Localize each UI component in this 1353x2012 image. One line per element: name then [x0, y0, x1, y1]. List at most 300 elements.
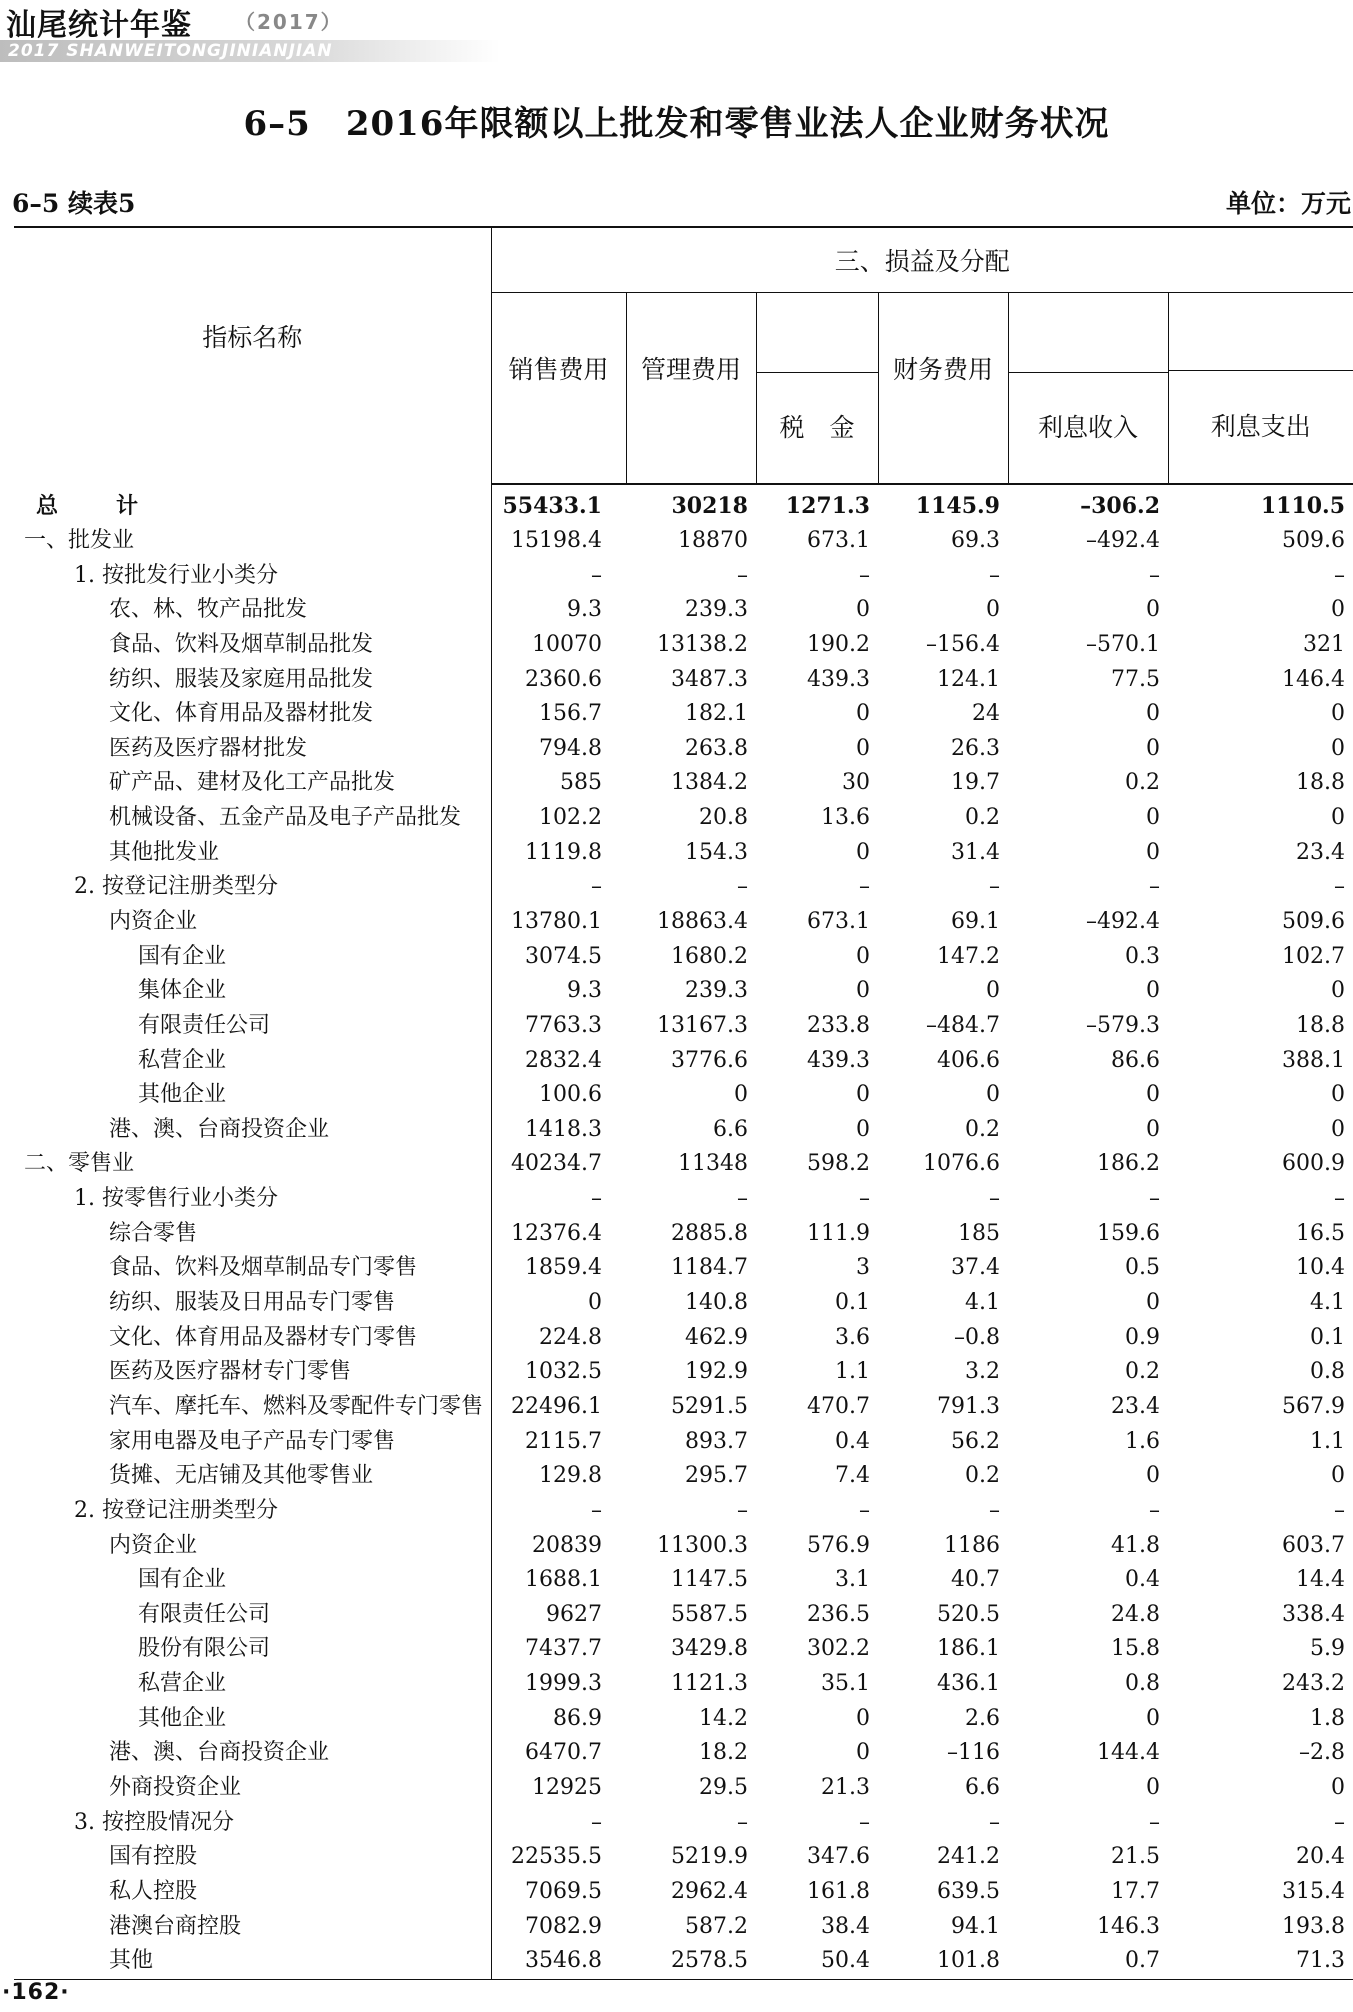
cell-value: 0: [1146, 978, 1160, 1004]
cell-value: 1184.7: [671, 1255, 748, 1281]
cell-value: 0: [856, 978, 870, 1004]
cell-value: 1119.8: [491, 835, 626, 870]
row-name: 食品、饮料及烟草制品批发: [109, 631, 374, 657]
cell-value: –: [859, 1497, 870, 1523]
table-row: [14, 1355, 1353, 1390]
cell-value: –: [491, 558, 626, 593]
cell-value: 86.6: [1111, 1047, 1160, 1073]
row-name: 内资企业: [109, 909, 198, 934]
cell-value: 22496.1: [491, 1390, 626, 1425]
cell-value: 0.4: [1125, 1567, 1160, 1593]
cell-value: 233.8: [807, 1012, 870, 1038]
cell-value: 0: [1146, 839, 1160, 865]
cell-value: 18863.4: [657, 909, 748, 934]
cell-value: 0: [986, 978, 1000, 1004]
cell-value: 24.8: [1111, 1601, 1160, 1627]
cell-value: 18.8: [1296, 1012, 1346, 1038]
row-name: 1. 按批发行业小类分: [74, 562, 278, 588]
cell-value: 1271.3: [785, 493, 870, 520]
row-name: 私营企业: [138, 1671, 227, 1697]
cell-value: 2832.4: [491, 1043, 626, 1078]
table-row: [14, 1805, 1353, 1840]
cell-value: 1859.4: [491, 1251, 626, 1286]
cell-value: 161.8: [807, 1878, 870, 1904]
row-name: 外商投资企业: [109, 1775, 242, 1801]
row-name: 其他: [14, 1944, 491, 1979]
table-row: [14, 1320, 1353, 1355]
row-name: 有限责任公司: [138, 1012, 271, 1038]
cell-value: 15.8: [1111, 1636, 1160, 1662]
cell-value: 182.1: [685, 701, 748, 727]
table-row: [14, 939, 1353, 974]
cell-value: 20.8: [699, 805, 748, 831]
cell-value: –: [491, 1182, 626, 1217]
cell-value: 20.4: [1296, 1844, 1346, 1870]
table-row: [14, 558, 1353, 593]
table-row: [14, 662, 1353, 697]
financial-table: [14, 226, 1353, 1980]
table-row: [14, 1701, 1353, 1736]
table-row: [14, 1909, 1353, 1944]
cell-value: 3776.6: [671, 1047, 748, 1073]
row-name: 纺织、服装及家庭用品批发: [109, 666, 374, 692]
column-header-label: 利息支出: [1169, 370, 1353, 483]
cell-value: 30218: [671, 493, 748, 520]
row-name: 其他批发业: [109, 839, 220, 865]
cell-value: 791.3: [937, 1393, 1000, 1419]
cell-value: 100.6: [491, 1078, 626, 1113]
cell-value: 893.7: [685, 1428, 748, 1454]
cell-value: 18870: [678, 527, 748, 553]
cell-value: 598.2: [807, 1151, 870, 1177]
row-name: 国有控股: [109, 1844, 198, 1870]
cell-value: 2885.8: [671, 1220, 748, 1246]
row-name: 1. 按零售行业小类分: [74, 1186, 278, 1212]
cell-value: 0: [1146, 1705, 1160, 1731]
cell-value: 0: [1331, 1116, 1346, 1142]
row-name: 文化、体育用品及器材批发: [109, 701, 374, 727]
cell-value: 470.7: [807, 1393, 870, 1419]
row-name: 股份有限公司: [138, 1636, 271, 1662]
cell-value: 0: [1146, 735, 1160, 761]
group-header: 三、损益及分配: [491, 227, 1353, 293]
cell-value: 12925: [491, 1771, 626, 1806]
cell-value: 673.1: [807, 527, 870, 553]
cell-value: 0: [856, 1116, 870, 1142]
cell-value: 0.5: [1125, 1255, 1160, 1281]
cell-value: 19.7: [951, 770, 1000, 796]
cell-value: 13138.2: [657, 631, 748, 657]
cell-value: –: [989, 1809, 1000, 1835]
cell-value: 567.9: [1282, 1393, 1346, 1419]
table-row: [14, 1147, 1353, 1182]
cell-value: 0: [1331, 978, 1346, 1004]
cell-value: 3.6: [835, 1324, 870, 1350]
cell-value: 144.4: [1097, 1740, 1160, 1766]
cell-value: 224.8: [491, 1320, 626, 1355]
row-name: 机械设备、五金产品及电子产品批发: [109, 805, 462, 831]
cell-value: 0.3: [1125, 943, 1160, 969]
cell-value: 2360.6: [491, 662, 626, 697]
cell-value: 302.2: [807, 1636, 870, 1662]
cell-value: 3.2: [965, 1359, 1000, 1385]
cell-value: 12376.4: [491, 1216, 626, 1251]
indicator-name-header: 指标名称: [14, 227, 491, 484]
cell-value: 509.6: [1282, 909, 1346, 934]
cell-value: 0.4: [835, 1428, 870, 1454]
cell-value: 2578.5: [626, 1944, 756, 1979]
cell-value: 3546.8: [491, 1944, 626, 1979]
cell-value: 0: [1331, 701, 1346, 727]
cell-value: 102.2: [491, 801, 626, 836]
cell-value: 239.3: [685, 597, 748, 623]
column-header: 管理费用: [626, 293, 756, 485]
row-name: 农、林、牧产品批发: [109, 597, 308, 623]
row-name: 其他企业: [138, 1705, 227, 1731]
cell-value: 94.1: [951, 1913, 1000, 1939]
cell-value: 11348: [678, 1151, 748, 1177]
row-name: 食品、饮料及烟草制品专门零售: [109, 1255, 418, 1281]
cell-value: 20839: [491, 1528, 626, 1563]
cell-value: 22535.5: [491, 1840, 626, 1875]
cell-value: 1121.3: [671, 1671, 748, 1697]
cell-value: 3429.8: [671, 1636, 748, 1662]
cell-value: 18.8: [1296, 770, 1346, 796]
cell-value: 0: [856, 735, 870, 761]
table-row: [14, 1216, 1353, 1251]
yearbook-title: 汕尾统计年鉴: [6, 8, 192, 43]
cell-value: 7082.9: [491, 1909, 626, 1944]
table-row: [14, 1528, 1353, 1563]
cell-value: 520.5: [937, 1601, 1000, 1627]
table-row: [14, 1043, 1353, 1078]
cell-value: 24: [972, 701, 1000, 727]
cell-value: 192.9: [685, 1359, 748, 1385]
cell-value: 0: [491, 1286, 626, 1321]
row-name: 有限责任公司: [138, 1601, 271, 1627]
cell-value: 193.8: [1282, 1913, 1346, 1939]
cell-value: –: [491, 1494, 626, 1529]
cell-value: 241.2: [937, 1844, 1000, 1870]
cell-value: –: [491, 1805, 626, 1840]
cell-value: 0: [1331, 1463, 1346, 1489]
cell-value: 7437.7: [491, 1632, 626, 1667]
cell-value: 5291.5: [671, 1393, 748, 1419]
cell-value: 0: [856, 943, 870, 969]
cell-value: 9.3: [491, 593, 626, 628]
table-row: [14, 1286, 1353, 1321]
cell-value: 0.2: [965, 1116, 1000, 1142]
table-row: [14, 766, 1353, 801]
table-row: [14, 1390, 1353, 1425]
table-row: [14, 1771, 1353, 1806]
table-row: [14, 1251, 1353, 1286]
cell-value: 0.2: [965, 805, 1000, 831]
row-name: 港、澳、台商投资企业: [109, 1116, 330, 1142]
cell-value: 31.4: [951, 839, 1000, 865]
table-row: [14, 1078, 1353, 1113]
cell-value: 1680.2: [671, 943, 748, 969]
table-row: [14, 1736, 1353, 1771]
cell-value: –570.1: [1086, 631, 1160, 657]
cell-value: 7.4: [835, 1463, 870, 1489]
cell-value: 5.9: [1310, 1636, 1346, 1662]
cell-value: 0.2: [1125, 770, 1160, 796]
table-row: [14, 1009, 1353, 1044]
cell-value: 154.3: [685, 839, 748, 865]
cell-value: –: [1334, 1809, 1346, 1835]
cell-value: 315.4: [1282, 1878, 1346, 1904]
cell-value: 295.7: [685, 1463, 748, 1489]
table-row: [14, 1424, 1353, 1459]
cell-value: –: [859, 1186, 870, 1212]
cell-value: 0: [1146, 805, 1160, 831]
cell-value: 1.8: [1310, 1705, 1346, 1731]
cell-value: 69.1: [951, 909, 1000, 934]
cell-value: –: [737, 562, 748, 588]
cell-value: 0.7: [1008, 1944, 1168, 1979]
cell-value: 10070: [491, 628, 626, 663]
cell-value: 21.3: [821, 1775, 870, 1801]
cell-value: 1147.5: [671, 1567, 748, 1593]
cell-value: –0.8: [954, 1324, 1000, 1350]
cell-value: –: [1149, 1186, 1160, 1212]
cell-value: 23.4: [1111, 1393, 1160, 1419]
cell-value: 2.6: [965, 1705, 1000, 1731]
cell-value: 147.2: [937, 943, 1000, 969]
cell-value: –492.4: [1086, 527, 1160, 553]
cell-value: –306.2: [1080, 493, 1160, 520]
cell-value: 439.3: [807, 666, 870, 692]
cell-value: 26.3: [951, 735, 1000, 761]
row-name: 私人控股: [109, 1878, 198, 1904]
cell-value: 1110.5: [1260, 493, 1346, 520]
cell-value: 0: [986, 1082, 1000, 1108]
row-name: 内资企业: [109, 1532, 198, 1558]
cell-value: –116: [947, 1740, 1000, 1766]
table-row: [14, 1667, 1353, 1702]
cell-value: 140.8: [685, 1290, 748, 1316]
cell-value: 77.5: [1111, 666, 1160, 692]
cell-value: 1999.3: [491, 1667, 626, 1702]
cell-value: 406.6: [937, 1047, 1000, 1073]
cell-value: 509.6: [1282, 527, 1346, 553]
row-name: 文化、体育用品及器材专门零售: [109, 1324, 418, 1350]
cell-value: 190.2: [807, 631, 870, 657]
cell-value: –: [989, 874, 1000, 900]
cell-value: 186.1: [937, 1636, 1000, 1662]
cell-value: –: [859, 562, 870, 588]
cell-value: 14.2: [699, 1705, 748, 1731]
row-name: 矿产品、建材及化工产品批发: [109, 770, 396, 796]
cell-value: 156.7: [491, 697, 626, 732]
cell-value: 603.7: [1282, 1532, 1346, 1558]
cell-value: 1.6: [1125, 1428, 1160, 1454]
cell-value: 146.3: [1097, 1913, 1160, 1939]
cell-value: –: [1149, 874, 1160, 900]
cell-value: 1032.5: [491, 1355, 626, 1390]
cell-value: –: [737, 1809, 748, 1835]
row-name: 一、批发业: [24, 527, 135, 553]
cell-value: 159.6: [1097, 1220, 1160, 1246]
cell-value: 17.7: [1111, 1878, 1160, 1904]
cell-value: 239.3: [685, 978, 748, 1004]
cell-value: 1076.6: [923, 1151, 1000, 1177]
column-header-label: 利息收入: [1009, 372, 1168, 483]
cell-value: 236.5: [807, 1601, 870, 1627]
cell-value: 11300.3: [657, 1532, 748, 1558]
cell-value: 347.6: [807, 1844, 870, 1870]
cell-value: 0.9: [1125, 1324, 1160, 1350]
cell-value: 0: [1146, 597, 1160, 623]
cell-value: 37.4: [951, 1255, 1000, 1281]
cell-value: 263.8: [685, 735, 748, 761]
cell-value: 56.2: [951, 1428, 1000, 1454]
cell-value: –579.3: [1086, 1012, 1160, 1038]
row-name: 国有企业: [138, 943, 227, 969]
cell-value: 3: [856, 1255, 870, 1281]
page-title: 6–5 2016年限额以上批发和零售业法人企业财务状况: [243, 104, 1110, 144]
cell-value: 0.8: [1310, 1359, 1346, 1385]
cell-value: 13.6: [821, 805, 870, 831]
cell-value: 1.1: [835, 1359, 870, 1385]
table-row: [14, 974, 1353, 1009]
cell-value: –: [1149, 562, 1160, 588]
column-header: [756, 293, 878, 485]
cell-value: 1384.2: [671, 770, 748, 796]
cell-value: 0: [986, 597, 1000, 623]
table-row: [14, 697, 1353, 732]
cell-value: 0: [1331, 1082, 1346, 1108]
cell-value: 673.1: [807, 909, 870, 934]
cell-value: 16.5: [1296, 1220, 1346, 1246]
table-row: [14, 801, 1353, 836]
cell-value: 4.1: [1310, 1290, 1346, 1316]
table-continuation-label: 6–5 续表5: [12, 189, 136, 218]
cell-value: 30: [842, 770, 870, 796]
cell-value: 2115.7: [491, 1424, 626, 1459]
row-name: 二、零售业: [24, 1151, 135, 1177]
cell-value: 14.4: [1296, 1567, 1346, 1593]
cell-value: 7763.3: [491, 1009, 626, 1044]
cell-value: 15198.4: [491, 524, 626, 559]
cell-value: 0: [1146, 1116, 1160, 1142]
table-row: [14, 1598, 1353, 1633]
table-row: [14, 484, 1353, 524]
cell-value: 0.2: [1125, 1359, 1160, 1385]
running-head: [0, 0, 1353, 64]
page-number: ·162·: [2, 1980, 70, 2005]
cell-value: 587.2: [685, 1913, 748, 1939]
cell-value: 639.5: [937, 1878, 1000, 1904]
cell-value: 186.2: [1097, 1151, 1160, 1177]
table-row: [14, 835, 1353, 870]
cell-value: 69.3: [951, 527, 1000, 553]
row-name: 港、澳、台商投资企业: [109, 1740, 330, 1766]
cell-value: 129.8: [491, 1459, 626, 1494]
cell-value: 35.1: [821, 1671, 870, 1697]
row-name: 汽车、摩托车、燃料及零配件专门零售: [109, 1393, 484, 1419]
cell-value: 0.8: [1125, 1671, 1160, 1697]
row-name: 货摊、无店铺及其他零售业: [109, 1463, 374, 1489]
table-row: [14, 524, 1353, 559]
cell-value: –: [859, 874, 870, 900]
column-header: [1168, 293, 1353, 485]
cell-value: 146.4: [1282, 666, 1346, 692]
cell-value: 0: [1146, 701, 1160, 727]
cell-value: –: [989, 1186, 1000, 1212]
cell-value: 185: [958, 1220, 1000, 1246]
cell-value: 600.9: [1282, 1151, 1346, 1177]
cell-value: 0: [856, 1740, 870, 1766]
cell-value: 0: [1331, 805, 1346, 831]
cell-value: 0: [1146, 1463, 1160, 1489]
row-name: 综合零售: [109, 1220, 198, 1246]
yearbook-year: （2017）: [235, 10, 343, 34]
cell-value: 38.4: [821, 1913, 870, 1939]
row-name: 2. 按登记注册类型分: [74, 874, 278, 900]
cell-value: 40.7: [951, 1567, 1000, 1593]
cell-value: 0: [856, 1705, 870, 1731]
cell-value: –156.4: [926, 631, 1000, 657]
cell-value: 71.3: [1168, 1944, 1353, 1979]
cell-value: 388.1: [1282, 1047, 1346, 1073]
cell-value: 5219.9: [671, 1844, 748, 1870]
column-header: [1008, 293, 1168, 485]
cell-value: 6470.7: [491, 1736, 626, 1771]
row-name: 2. 按登记注册类型分: [74, 1497, 278, 1523]
cell-value: 794.8: [491, 731, 626, 766]
cell-value: –: [859, 1809, 870, 1835]
cell-value: –2.8: [1299, 1740, 1346, 1766]
cell-value: 5587.5: [671, 1601, 748, 1627]
cell-value: 1186: [944, 1532, 1000, 1558]
table-body: [14, 484, 1353, 1979]
cell-value: 111.9: [807, 1220, 870, 1246]
cell-value: 0: [856, 701, 870, 727]
cell-value: 0: [1331, 1775, 1346, 1801]
cell-value: 23.4: [1296, 839, 1346, 865]
cell-value: 321: [1303, 631, 1346, 657]
cell-value: 3.1: [835, 1567, 870, 1593]
cell-value: –: [1334, 562, 1346, 588]
row-name: 其他企业: [138, 1082, 227, 1108]
cell-value: 0: [1331, 597, 1346, 623]
cell-value: –: [737, 1186, 748, 1212]
cell-value: 436.1: [937, 1671, 1000, 1697]
cell-value: 0.2: [965, 1463, 1000, 1489]
cell-value: –: [1149, 1809, 1160, 1835]
cell-value: –: [737, 874, 748, 900]
cell-value: 40234.7: [491, 1147, 626, 1182]
row-name: 纺织、服装及日用品专门零售: [109, 1290, 396, 1316]
table-row: [14, 1459, 1353, 1494]
cell-value: 585: [491, 766, 626, 801]
row-name: 医药及医疗器材专门零售: [109, 1359, 352, 1385]
cell-value: 124.1: [937, 666, 1000, 692]
cell-value: 21.5: [1111, 1844, 1160, 1870]
cell-value: 1.1: [1310, 1428, 1346, 1454]
table-row: [14, 628, 1353, 663]
cell-value: 1145.9: [915, 493, 1000, 520]
table-row: [14, 905, 1353, 940]
cell-value: 0.1: [835, 1290, 870, 1316]
cell-value: 10.4: [1296, 1255, 1346, 1281]
cell-value: 101.8: [878, 1944, 1008, 1979]
cell-value: –: [1334, 1497, 1346, 1523]
cell-value: 0: [734, 1082, 748, 1108]
cell-value: 7069.5: [491, 1875, 626, 1910]
